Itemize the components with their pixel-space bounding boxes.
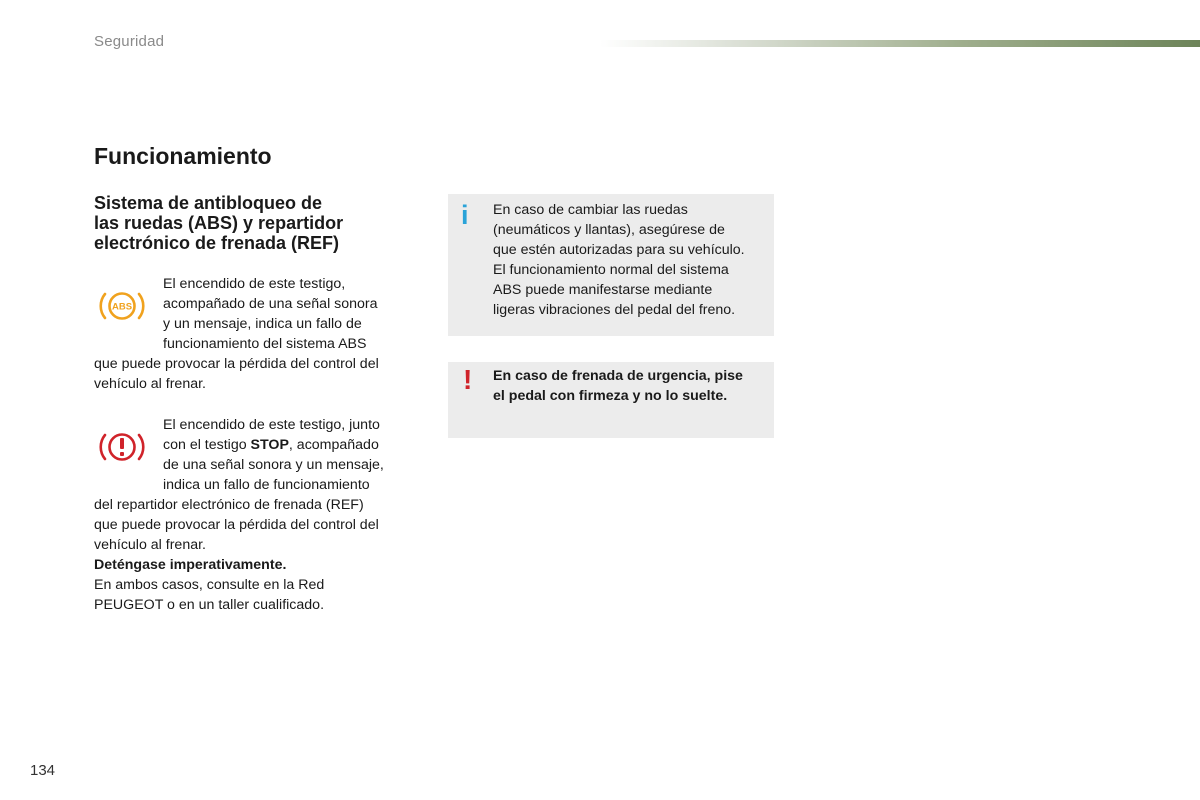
text-line: vehículo al frenar. [94,376,206,392]
abs-section-title [94,193,414,253]
stop-lamp-name: STOP [250,437,289,453]
page-number: 134 [30,762,56,779]
text-line: indica un fallo de funcionamiento [163,477,370,493]
text-line: En ambos casos, consulte en la Red [94,577,325,593]
abs-lamp-label: ABS [111,301,133,313]
emphasis-text: Deténgase imperativamente. [94,557,287,573]
text-line: que puede provocar la pérdida del control del [94,517,379,533]
info-note-box [448,194,774,336]
abs-section-title-line: las ruedas (ABS) y repartidor [94,213,344,233]
text-line: funcionamiento del sistema ABS [163,336,367,352]
abs-section-title-line: Sistema de antibloqueo de [94,193,323,213]
text-line: (neumáticos y llantas), asegúrese de [493,222,725,238]
page-title: Funcionamiento [94,143,272,169]
warning-note-text [493,366,773,406]
text-line: El encendido de este testigo, [163,276,346,292]
text-fragment: , acompañado [288,437,379,453]
text-line: y un mensaje, indica un fallo de [163,316,362,332]
text-line: El funcionamiento normal del sistema [493,262,729,278]
header-section-label: Seguridad [94,33,165,50]
text-line: que puede provocar la pérdida del control del [94,356,379,372]
text-line: En caso de cambiar las ruedas [493,202,688,218]
exclamation-icon: ! [463,364,473,395]
text-line: ABS puede manifestarse mediante [493,282,713,298]
text-line: En caso de frenada de urgencia, pise [493,368,743,384]
warning-note-box [448,362,774,438]
abs-section-title-line: electrónico de frenada (REF) [94,233,340,253]
text-line: de una señal sonora y un mensaje, [163,457,384,473]
text-line: el pedal con firmeza y no lo suelte. [493,388,728,404]
header-decorative-bar [600,40,1200,47]
info-note-text [493,200,773,320]
text-fragment: con el testigo [163,437,251,453]
abs-lamp-description [94,274,414,394]
info-icon: i [461,200,469,230]
text-line: ligeras vibraciones del pedal del freno. [493,302,736,318]
brake-lamp-description [94,415,424,615]
text-line: PEUGEOT o en un taller cualificado. [94,597,325,613]
text-line: del repartidor electrónico de frenada (REF) [94,497,364,513]
text-line: acompañado de una señal sonora [163,296,378,312]
text-line [94,435,424,455]
text-line: El encendido de este testigo, junto [163,417,380,433]
text-line: que estén autorizadas para su vehículo. [493,242,745,258]
text-line: vehículo al frenar. [94,537,206,553]
